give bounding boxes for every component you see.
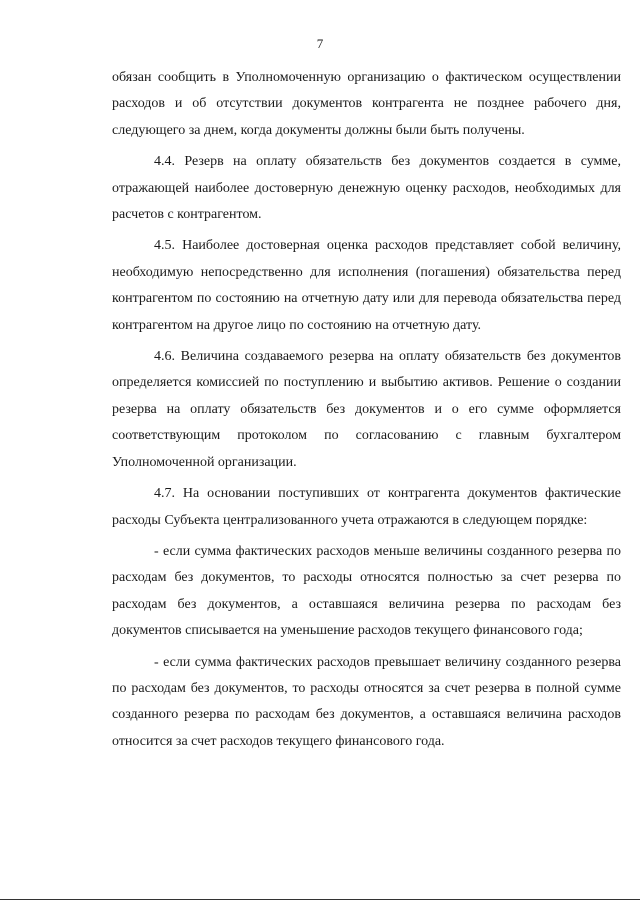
paragraph-continuation: обязан сообщить в Уполномоченную организацию о фактическом осуществлении расходов и об отсутствии документов контрагента не позднее рабочего дня, следующего за днем, когда документы должны были быть получены.	[112, 70, 621, 138]
paragraph-4-5: 4.5. Наиболее достоверная оценка расходов представляет собой величину, необходимую непосредственно для исполнения (погашения) обязательства перед контрагентом по состоянию на отчетную дату или для перевода обязательства перед контрагентом на другое лицо по состоянию на отчетную дату.	[112, 238, 621, 333]
paragraph-4-6: 4.6. Величина создаваемого резерва на оплату обязательств без документов определяется комиссией по поступлению и выбытию активов. Решение о создании резерва на оплату обязательств без документов и о его сумме оформляется соответствующим протоколом по согласованию с главным бухгалтером Уполномоченной организации.	[112, 349, 621, 470]
paragraph-4-7: 4.7. На основании поступивших от контрагента документов фактические расходы Субъекта централизованного учета отражаются в следующем порядке:	[112, 486, 621, 528]
list-item-expenses-exceed: - если сумма фактических расходов превышает величину созданного резерва по расходам без документов, то расходы относятся за счет резерва в полной сумме созданного резерва по расходам без документов, а оставшаяся величина расходов относится за счет расходов текущего финансового года.	[112, 654, 621, 749]
document-body	[112, 65, 621, 760]
page-bottom-edge	[0, 899, 640, 900]
list-item-expenses-less: - если сумма фактических расходов меньше величины созданного резерва по расходам без документов, то расходы относятся полностью за счет резерва по расходам без документов, а оставшаяся величина резерва по расходам без документов списывается на уменьшение расходов текущего финансового года;	[112, 543, 621, 639]
paragraph-4-4: 4.4. Резерв на оплату обязательств без документов создается в сумме, отражающей наиболее достоверную денежную оценку расходов, необходимых для расчетов с контрагентом.	[112, 154, 621, 223]
page-number: 7	[316, 36, 324, 51]
